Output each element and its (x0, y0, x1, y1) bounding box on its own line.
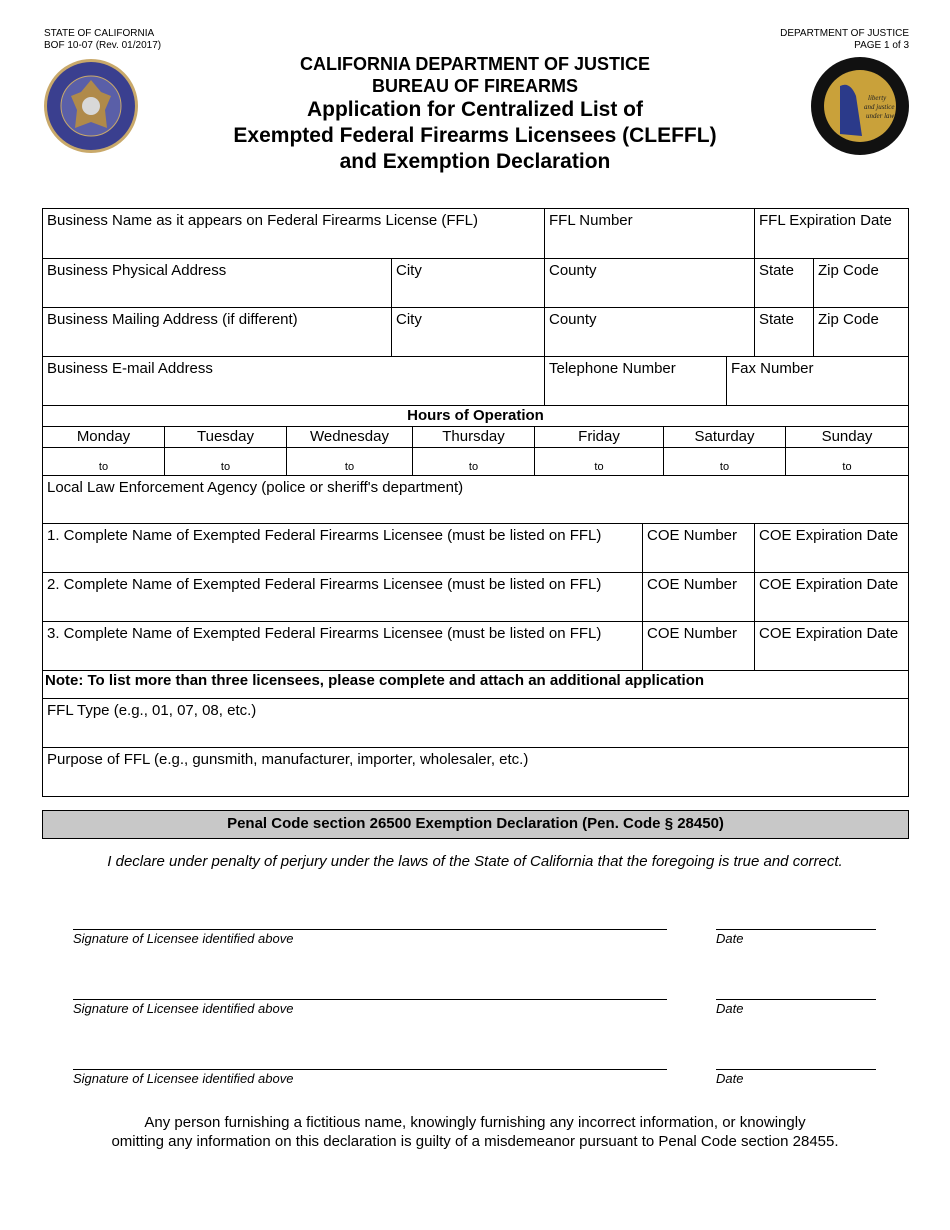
ffl-type-field[interactable] (42, 698, 909, 748)
day-header: Sunday (785, 426, 909, 448)
signature-label: Signature of Licensee identified above (73, 931, 294, 946)
declaration-statement: I declare under penalty of perjury under the laws of the State of California that the foregoing is true and correct. (107, 853, 843, 870)
county-label: County (549, 262, 597, 279)
ffl-number-label: FFL Number (549, 212, 633, 229)
physical-zip-field[interactable] (813, 258, 909, 308)
date-line-3[interactable] (716, 1069, 876, 1086)
svg-text:and justice: and justice (864, 103, 895, 111)
agency-name: CALIFORNIA DEPARTMENT OF JUSTICE (300, 54, 650, 74)
hours-field[interactable]: to (164, 447, 287, 476)
licensee-2-coe-expiration-field[interactable] (754, 572, 909, 622)
hours-field[interactable]: to (42, 447, 165, 476)
department-label: DEPARTMENT OF JUSTICE (780, 28, 909, 39)
county-label: County (549, 311, 597, 328)
ffl-expiration-field[interactable] (754, 208, 909, 259)
zip-label: Zip Code (818, 262, 879, 279)
mailing-city-field[interactable] (391, 307, 545, 357)
signature-line-1[interactable] (73, 929, 667, 946)
signature-line-3[interactable] (73, 1069, 667, 1086)
mailing-county-field[interactable] (544, 307, 755, 357)
day-header: Wednesday (286, 426, 413, 448)
law-enforcement-field[interactable] (42, 475, 909, 524)
form-id: BOF 10-07 (Rev. 01/2017) (44, 40, 162, 51)
date-label: Date (716, 931, 744, 946)
licensee-1-label: 1. Complete Name of Exempted Federal Firearms Licensee (must be listed on FFL) (47, 527, 602, 544)
hours-field[interactable]: to (785, 447, 909, 476)
coe-expiration-label: COE Expiration Date (759, 625, 899, 642)
state-label: State (759, 311, 795, 328)
licensee-1-coe-number-field[interactable] (642, 523, 755, 573)
law-enforcement-label: Local Law Enforcement Agency (police or sheriff's department) (47, 479, 464, 496)
ffl-purpose-label: Purpose of FFL (e.g., gunsmith, manufacturer, importer, wholesaler, etc.) (47, 751, 529, 768)
day-header: Saturday (663, 426, 786, 448)
city-label: City (396, 311, 422, 328)
coe-expiration-label: COE Expiration Date (759, 527, 899, 544)
ffl-number-field[interactable] (544, 208, 755, 259)
hours-field[interactable]: to (412, 447, 535, 476)
telephone-field[interactable] (544, 356, 727, 406)
signature-label: Signature of Licensee identified above (73, 1071, 294, 1086)
day-header: Thursday (412, 426, 535, 448)
licensee-3-label: 3. Complete Name of Exempted Federal Firearms Licensee (must be listed on FFL) (47, 625, 602, 642)
date-line-2[interactable] (716, 999, 876, 1016)
physical-county-field[interactable] (544, 258, 755, 308)
physical-address-field[interactable] (42, 258, 392, 308)
footer-warning-line2: omitting any information on this declaration is guilty of a misdemeanor pursuant to Penal Code section 28455. (111, 1133, 839, 1150)
licensee-2-label: 2. Complete Name of Exempted Federal Firearms Licensee (must be listed on FFL) (47, 576, 602, 593)
licensee-2-coe-number-field[interactable] (642, 572, 755, 622)
fax-field[interactable] (726, 356, 909, 406)
bureau-name: BUREAU OF FIREARMS (372, 76, 578, 96)
svg-text:under law: under law (866, 112, 895, 120)
coe-expiration-label: COE Expiration Date (759, 576, 899, 593)
note: Note: To list more than three licensees, please complete and attach an additional application (42, 670, 909, 699)
mailing-address-field[interactable] (42, 307, 392, 357)
physical-city-field[interactable] (391, 258, 545, 308)
ffl-type-label: FFL Type (e.g., 01, 07, 08, etc.) (47, 702, 257, 719)
hours-field[interactable]: to (663, 447, 786, 476)
day-header: Tuesday (164, 426, 287, 448)
mailing-address-label: Business Mailing Address (if different) (47, 311, 298, 328)
business-name-field[interactable] (42, 208, 545, 259)
footer-warning-line1: Any person furnishing a fictitious name, knowingly furnishing any incorrect information, or knowingly (144, 1114, 806, 1131)
signature-label: Signature of Licensee identified above (73, 1001, 294, 1016)
licensee-1-name-field[interactable] (42, 523, 643, 573)
hours-field[interactable]: to (534, 447, 664, 476)
licensee-3-coe-expiration-field[interactable] (754, 621, 909, 671)
state-label: State (759, 262, 795, 279)
physical-address-label: Business Physical Address (47, 262, 227, 279)
hours-field[interactable]: to (286, 447, 413, 476)
coe-number-label: COE Number (647, 576, 738, 593)
date-label: Date (716, 1071, 744, 1086)
state-label: STATE OF CALIFORNIA (44, 28, 155, 39)
svg-text:liberty: liberty (868, 94, 887, 102)
fax-label: Fax Number (731, 360, 814, 377)
page-number: PAGE 1 of 3 (854, 40, 909, 51)
form-title-line2: Exempted Federal Firearms Licensees (CLEFFL) (233, 124, 717, 147)
date-line-1[interactable] (716, 929, 876, 946)
email-label: Business E-mail Address (47, 360, 213, 377)
form-title-line1: Application for Centralized List of (306, 98, 643, 121)
form-title-line3: and Exemption Declaration (339, 150, 611, 173)
licensee-1-coe-expiration-field[interactable] (754, 523, 909, 573)
mailing-zip-field[interactable] (813, 307, 909, 357)
coe-number-label: COE Number (647, 527, 738, 544)
declaration-heading: Penal Code section 26500 Exemption Declaration (Pen. Code § 28450) (42, 810, 909, 839)
licensee-3-name-field[interactable] (42, 621, 643, 671)
hours-heading: Hours of Operation (42, 405, 909, 427)
ffl-purpose-field[interactable] (42, 747, 909, 797)
business-name-label: Business Name as it appears on Federal Firearms License (FFL) (47, 212, 479, 229)
zip-label: Zip Code (818, 311, 879, 328)
licensee-3-coe-number-field[interactable] (642, 621, 755, 671)
telephone-label: Telephone Number (549, 360, 676, 377)
city-label: City (396, 262, 422, 279)
ffl-expiration-label: FFL Expiration Date (759, 212, 892, 229)
date-label: Date (716, 1001, 744, 1016)
day-header: Monday (42, 426, 165, 448)
email-field[interactable] (42, 356, 545, 406)
signature-line-2[interactable] (73, 999, 667, 1016)
day-header: Friday (534, 426, 664, 448)
physical-state-field[interactable] (754, 258, 814, 308)
licensee-2-name-field[interactable] (42, 572, 643, 622)
coe-number-label: COE Number (647, 625, 738, 642)
mailing-state-field[interactable] (754, 307, 814, 357)
